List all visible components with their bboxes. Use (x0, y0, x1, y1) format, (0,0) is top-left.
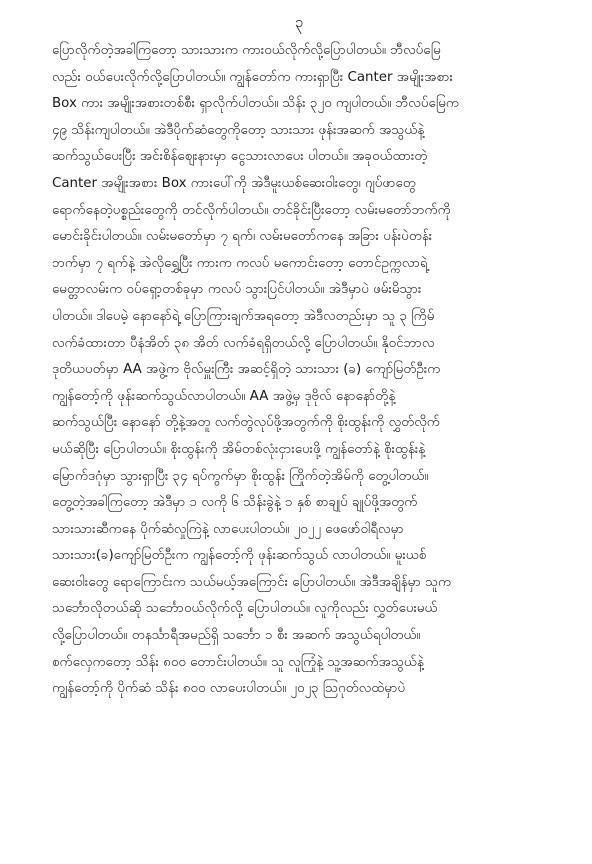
text-line: မေတ္တာလမ်းက ဝပ်ရှော့တစ်ခုမှာ ကလပ် သွားပြင်ပါတယ်။ အဲဒီမှာပဲ ဖမ်းမိသွား (52, 282, 422, 298)
text-line: မောင်းခိုင်းပါတယ်။ လမ်းမတော်မှာ ၇ ရက်၊ လမ်းမတော်ကနေ အခြား ပန်းပဲတန်း (52, 229, 433, 245)
text-line: သားသားဆီကနေ ပိုက်ဆံလှုကြဲနဲ့ လာပေးပါတယ်။ ၂၀၂၂ ဖေဖော်ဝါရီလမှာ (52, 521, 404, 537)
text-line: Canter အမျိုးအစား Box ကားပေါ်ကို အဲဒီမူးယစ်ဆေးဝါးတွေ၊ ဂျပ်ဖာတွေ (52, 175, 416, 191)
body-text (52, 38, 546, 703)
text-line: ကျွန်တော့်ကို ဖုန်းဆက်သွယ်လာပါတယ်။ AA အဖွဲ့မှ ဒုဗိုလ် နောနော်တို့နဲ့ (52, 388, 396, 404)
text-line: ဆေးဝါးတွေ ရောကြောင်းက သယ်မယ့်အကြောင်း ပြောပါတယ်။ အဲဒီအချိန်မှာ သူက (52, 574, 452, 590)
text-line: ရောက်နေတဲ့ပစ္စည်းတွေကို တင်လိုက်ပါတယ်။ တင်ခိုင်းပြီးတော့ လမ်းမတော်ဘက်ကို (52, 202, 451, 218)
text-line: မြောက်ဒဂုံမှာ သွားရှာပြီး ၃၄ ရပ်ကွက်မှာ စိုးထွန်း ကြိုက်တဲ့အိမ်ကို တွေ့ပါတယ်။ (52, 468, 429, 484)
text-line: ဘက်မှာ ၇ ရက်နဲ့ အဲလိုရွှေ့ပြီး ကားက ကလပ် မကောင်းတော့ တောင်ဥက္ကလာရဲ့ (52, 255, 428, 271)
text-line: မယ်ဆိုပြီး ပြောပါတယ်။ စိုးထွန်းကို အိမ်တစ်လုံးငှားပေးဖို့ ကျွန်တော်နဲ့ စိုးထွန်းနဲ့ (52, 441, 426, 457)
text-line: လည်း ဝယ်ပေးလိုက်လို့ပြောပါတယ်။ ကျွန်တော်က ကားရှာပြီး Canter အမျိုးအစား (52, 69, 453, 85)
text-line: လို့ပြောပါတယ်။ တနင်္သာရီအမည်ရှိ သင်္ဘော ၁ စီး အဆက် အသွယ်ရပါတယ်။ (52, 628, 421, 644)
text-line: ဒုတိယပတ်မှာ AA အဖွဲ့က ဗိုလ်မှူးကြီး အဆင့်ရှိတဲ့ သားသား (ခ) ကျော်မြတ်ဦးက (52, 362, 441, 378)
text-line: သားသား(ခ)ကျော်မြတ်ဦးက ကျွန်တော့်ကို ဖုန်းဆက်သွယ် လာပါတယ်။ မူးယစ် (52, 548, 427, 564)
text-line: ပြောလိုက်တဲ့အခါကြတော့ သားသားက ကားဝယ်လိုက်လို့ပြောပါတယ်။ ဘီလပ်မြေ (52, 43, 441, 58)
text-line: ၄၉ သိန်းကျပါတယ်။ အဲဒီပိုက်ဆံတွေကိုတော့ သားသား ဖုန်းအဆက် အသွယ်နဲ့ (52, 122, 425, 138)
text-line: ကျွန်တော့်ကို ပိုက်ဆံ သိန်း ၈၀၀ လာပေးပါတယ်။ ၂၀၂၃ ဩဂုတ်လထဲမှာပဲ (52, 681, 406, 697)
text-line: တွေ့တဲ့အခါကြတော့ အဲဒီမှာ ၁ လကို ၆ သိန်းခွဲနဲ့ ၁ နှစ် စာချုပ် ချုပ်ဖို့အတွက် (52, 495, 418, 511)
text-line: သင်္ဘောလိုတယ်ဆို သင်္ဘောဝယ်လိုက်လို့ ပြောပါတယ်။ လူကိုလည်း လွှတ်ပေးမယ် (52, 601, 438, 617)
text-line: Box ကား အမျိုးအစားတစ်စီး ရှာလိုက်ပါတယ်။ သိန်း ၃၂၀ ကျပါတယ်။ ဘီလပ်မြေက (52, 96, 460, 112)
text-line: စက်လှေကတော့ သိန်း ၈၀၀ တောင်းပါတယ်။ သူ လူကြုံနဲ့ သူ့အဆက်အသွယ်နဲ့ (52, 654, 424, 670)
text-line: လက်ခံထားတာ ပီနံအိတ် ၃၈ အိတ် လက်ခံရရှိတယ်လို့ ပြောပါတယ်။ နိုဝင်ဘာလ (52, 335, 435, 351)
page-number: ၃ (294, 13, 304, 31)
text-line: ဆက်သွယ်ပြီး နောနော် တို့နဲ့အတူ လက်တွဲလုပ်ဖို့အတွက်ကို စိုးထွန်းကို လွှတ်လိုက် (52, 415, 440, 431)
text-line: ပါတယ်။ ဒါပေမဲ့ နောနော်ရဲ့ ပြောကြားချက်အရတော့ အဲဒီလတည်းမှာ သူ ၃ ကြိမ် (52, 308, 435, 324)
text-line: ဆက်သွယ်ပေးပြီး အင်းစိန်ဈေးနားမှာ ငွေသားလာပေး ပါတယ်။ အခုဝယ်ထားတဲ့ (52, 149, 428, 165)
